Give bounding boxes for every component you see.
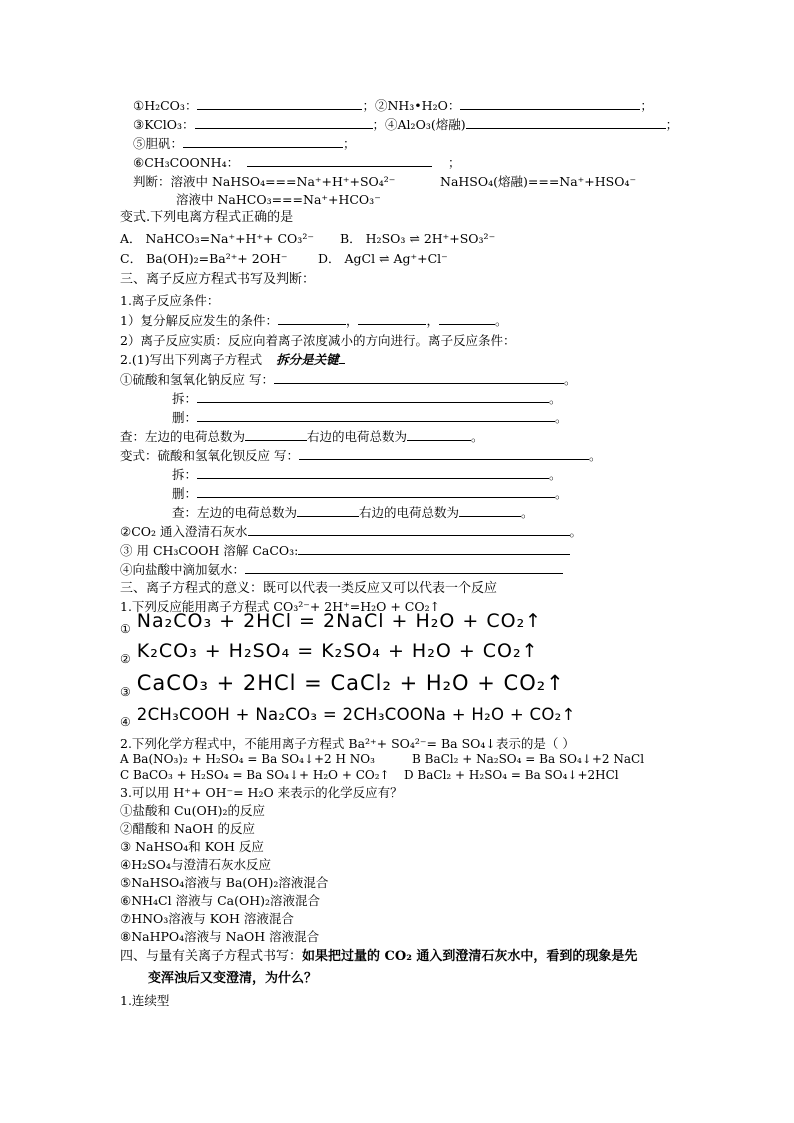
equation-1-text: Na₂CO₃ + 2HCl = 2NaCl + H₂O + CO₂↑ bbox=[136, 610, 543, 632]
answer-blank[interactable] bbox=[248, 523, 570, 536]
reaction-1-chai: 拆： 。 bbox=[172, 391, 562, 406]
ionization-row-1: ①H₂CO₃： ；②NH₃•H₂O： ； bbox=[133, 98, 653, 113]
equation-3 bbox=[120, 671, 565, 699]
reaction-3-label: ③ 用 CH₃COOH 溶解 CaCO₃: bbox=[120, 543, 299, 558]
q6-label: ⑥CH₃COONH₄： bbox=[133, 155, 240, 170]
q5-label: ⑤胆矾： bbox=[133, 136, 184, 151]
ionization-row-3: ⑤胆矾： ； bbox=[133, 136, 356, 151]
answer-blank[interactable] bbox=[466, 116, 666, 129]
list-item[interactable]: ③ NaHSO₄和 KOH 反应 bbox=[120, 839, 264, 854]
section4-question-line1: 如果把过量的 CO₂ 通入到澄清石灰水中，看到的现象是先 bbox=[302, 949, 638, 964]
equation-2 bbox=[120, 640, 539, 666]
variant2-check: 查：左边的电荷总数为 右边的电荷总数为 。 bbox=[172, 505, 534, 520]
list-item[interactable]: ①盐酸和 Cu(OH)₂的反应 bbox=[120, 803, 266, 818]
judge-right: NaHSO₄(熔融)===Na⁺+HSO₄⁻ bbox=[440, 174, 637, 189]
answer-blank[interactable] bbox=[298, 542, 570, 555]
check-right-label: 右边的电荷总数为 bbox=[359, 505, 460, 520]
section4-question-line2: 变浑浊后又变澄清，为什么？ bbox=[148, 971, 318, 986]
judge-line-2: 溶液中 NaHCO₃===Na⁺+HCO₃⁻ bbox=[176, 192, 381, 207]
q2-option-c[interactable]: C BaCO₃ + H₂SO₄ = Ba SO₄↓+ H₂O + CO₂↑ bbox=[120, 768, 390, 782]
variant1-option-c[interactable]: C． Ba(OH)₂=Ba²⁺+ 2OH⁻ bbox=[120, 251, 288, 266]
section4-heading-text: 四、与量有关离子方程式书写： bbox=[120, 949, 303, 964]
reaction-2: ②CO₂ 通入澄清石灰水 。 bbox=[120, 524, 583, 539]
list-item[interactable]: ⑧NaHPO₄溶液与 NaOH 溶液混合 bbox=[120, 929, 320, 944]
ionization-row-4: ⑥CH₃COONH₄： ； bbox=[133, 155, 461, 170]
equation-4-number: ④ bbox=[120, 715, 131, 729]
reaction-3 bbox=[120, 542, 570, 559]
judge-line-1 bbox=[133, 173, 395, 190]
answer-blank[interactable] bbox=[197, 409, 555, 422]
variant1-option-b[interactable]: B． H₂SO₃ ⇌ 2H⁺+SO₃²⁻ bbox=[340, 231, 496, 246]
reaction-4 bbox=[120, 561, 563, 578]
shan-label: 删： bbox=[172, 410, 198, 425]
answer-blank[interactable] bbox=[407, 428, 471, 441]
answer-blank[interactable] bbox=[247, 154, 432, 167]
chai-label: 拆： bbox=[172, 391, 198, 406]
list-item[interactable]: ②醋酸和 NaOH 的反应 bbox=[120, 821, 255, 836]
equation-1-number: ① bbox=[120, 622, 131, 636]
condition-1-text: 1）复分解反应发生的条件： bbox=[120, 313, 278, 328]
variant2-shan: 删： 。 bbox=[172, 486, 568, 501]
shan-label: 删： bbox=[172, 486, 198, 501]
q3-label: ③KClO₃： bbox=[133, 117, 195, 132]
chai-label: 拆： bbox=[172, 467, 198, 482]
write-title-text: 2.(1)写出下列离子方程式 bbox=[120, 352, 263, 367]
equation-2-text: K₂CO₃ + H₂SO₄ = K₂SO₄ + H₂O + CO₂↑ bbox=[136, 640, 539, 662]
ionization-row-2: ③KClO₃： ；④Al₂O₃(熔融) ； bbox=[133, 117, 679, 132]
equation-1 bbox=[120, 610, 542, 636]
q1-label: ①H₂CO₃： bbox=[133, 98, 198, 113]
reaction-4-label: ④向盐酸中滴加氨水： bbox=[120, 562, 246, 577]
answer-blank[interactable] bbox=[297, 504, 359, 517]
variant2-chai: 拆： 。 bbox=[172, 467, 562, 482]
q2-option-a[interactable]: A Ba(NO₃)₂ + H₂SO₄ = Ba SO₄↓+2 H NO₃ bbox=[120, 752, 375, 766]
variant1-title: 变式.下列电离方程式正确的是 bbox=[120, 210, 294, 225]
list-item[interactable]: ⑤NaHSO₄溶液与 Ba(OH)₂溶液混合 bbox=[120, 875, 329, 890]
q2-option-b[interactable]: B BaCl₂ + Na₂SO₄ = Ba SO₄↓+2 NaCl bbox=[412, 752, 645, 766]
variant2-write: 变式：硫酸和氢氧化钡反应 写： 。 bbox=[120, 448, 602, 463]
answer-blank[interactable] bbox=[195, 116, 373, 129]
equation-2-number: ② bbox=[120, 652, 131, 666]
answer-blank[interactable] bbox=[460, 97, 640, 110]
write-title bbox=[120, 351, 345, 368]
answer-blank[interactable] bbox=[274, 371, 564, 384]
answer-blank[interactable] bbox=[183, 135, 343, 148]
equation-4-text: 2CH₃COOH + Na₂CO₃ = 2CH₃COONa + H₂O + CO₂↑ bbox=[136, 705, 576, 724]
reaction-1-shan: 删： 。 bbox=[172, 410, 568, 425]
section4-sub1: 1.连续型 bbox=[120, 993, 170, 1008]
write-hint: 拆分是关键 bbox=[276, 352, 339, 367]
section4-heading bbox=[120, 948, 637, 965]
condition-1: 1）复分解反应发生的条件： ， ， 。 bbox=[120, 313, 508, 328]
q2-option-d[interactable]: D BaCl₂ + H₂SO₄ = Ba SO₄↓+2HCl bbox=[404, 768, 619, 782]
check-left-label: 查：左边的电荷总数为 bbox=[120, 429, 246, 444]
section3b-heading: 三、离子方程式的意义：既可以代表一类反应又可以代表一个反应 bbox=[120, 581, 498, 596]
answer-blank[interactable] bbox=[197, 390, 549, 403]
answer-blank[interactable] bbox=[197, 485, 555, 498]
equation-3-number: ③ bbox=[120, 685, 131, 699]
answer-blank[interactable] bbox=[197, 97, 362, 110]
answer-blank[interactable] bbox=[459, 504, 521, 517]
list-item[interactable]: ⑦HNO₃溶液与 KOH 溶液混合 bbox=[120, 911, 294, 926]
list-item[interactable]: ⑥NH₄Cl 溶液与 Ca(OH)₂溶液混合 bbox=[120, 893, 320, 908]
section3-heading: 三、离子反应方程式书写及判断： bbox=[120, 272, 316, 287]
variant1-option-d[interactable]: D． AgCl ⇌ Ag⁺+Cl⁻ bbox=[318, 251, 448, 266]
variant2-label: 变式：硫酸和氢氧化钡反应 写： bbox=[120, 448, 299, 463]
variant1-option-a[interactable]: A． NaHCO₃=Na⁺+H⁺+ CO₃²⁻ bbox=[120, 231, 314, 246]
answer-blank[interactable] bbox=[439, 312, 495, 325]
answer-blank[interactable] bbox=[278, 312, 346, 325]
answer-blank[interactable] bbox=[339, 351, 345, 364]
check-left-label: 查：左边的电荷总数为 bbox=[172, 505, 298, 520]
condition-2: 2）离子反应实质：反应向着离子浓度减小的方向进行。离子反应条件： bbox=[120, 333, 516, 348]
check-right-label: 右边的电荷总数为 bbox=[307, 429, 408, 444]
answer-blank[interactable] bbox=[197, 466, 549, 479]
q2-label: ；②NH₃•H₂O： bbox=[362, 98, 461, 113]
conditions-title: 1.离子反应条件： bbox=[120, 293, 220, 308]
reaction-1-label: ①硫酸和氢氧化钠反应 写： bbox=[120, 372, 274, 387]
reaction-2-label: ②CO₂ 通入澄清石灰水 bbox=[120, 524, 248, 539]
meaning-question-2: 2.下列化学方程式中，不能用离子方程式 Ba²⁺+ SO₄²⁻= Ba SO₄↓表示的是（ ） bbox=[120, 736, 575, 751]
judge-left: 判断：溶液中 NaHSO₄===Na⁺+H⁺+SO₄²⁻ bbox=[133, 174, 396, 189]
equation-3-text: CaCO₃ + 2HCl = CaCl₂ + H₂O + CO₂↑ bbox=[136, 671, 565, 695]
q4-label: ；④Al₂O₃(熔融) bbox=[372, 117, 466, 132]
reaction-1-check: 查：左边的电荷总数为 右边的电荷总数为 。 bbox=[120, 429, 484, 444]
answer-blank[interactable] bbox=[358, 312, 426, 325]
meaning-question-1: 1.下列反应能用离子方程式 CO₃²⁻+ 2H⁺=H₂O + CO₂↑ bbox=[120, 599, 441, 614]
list-item[interactable]: ④H₂SO₄与澄清石灰水反应 bbox=[120, 857, 271, 872]
meaning-question-3: 3.可以用 H⁺+ OH⁻= H₂O 来表示的化学反应有？ bbox=[120, 785, 403, 800]
answer-blank[interactable] bbox=[299, 447, 589, 460]
reaction-1-write: ①硫酸和氢氧化钠反应 写： 。 bbox=[120, 372, 577, 387]
equation-4 bbox=[120, 705, 576, 729]
answer-blank[interactable] bbox=[245, 428, 307, 441]
answer-blank[interactable] bbox=[245, 561, 563, 574]
